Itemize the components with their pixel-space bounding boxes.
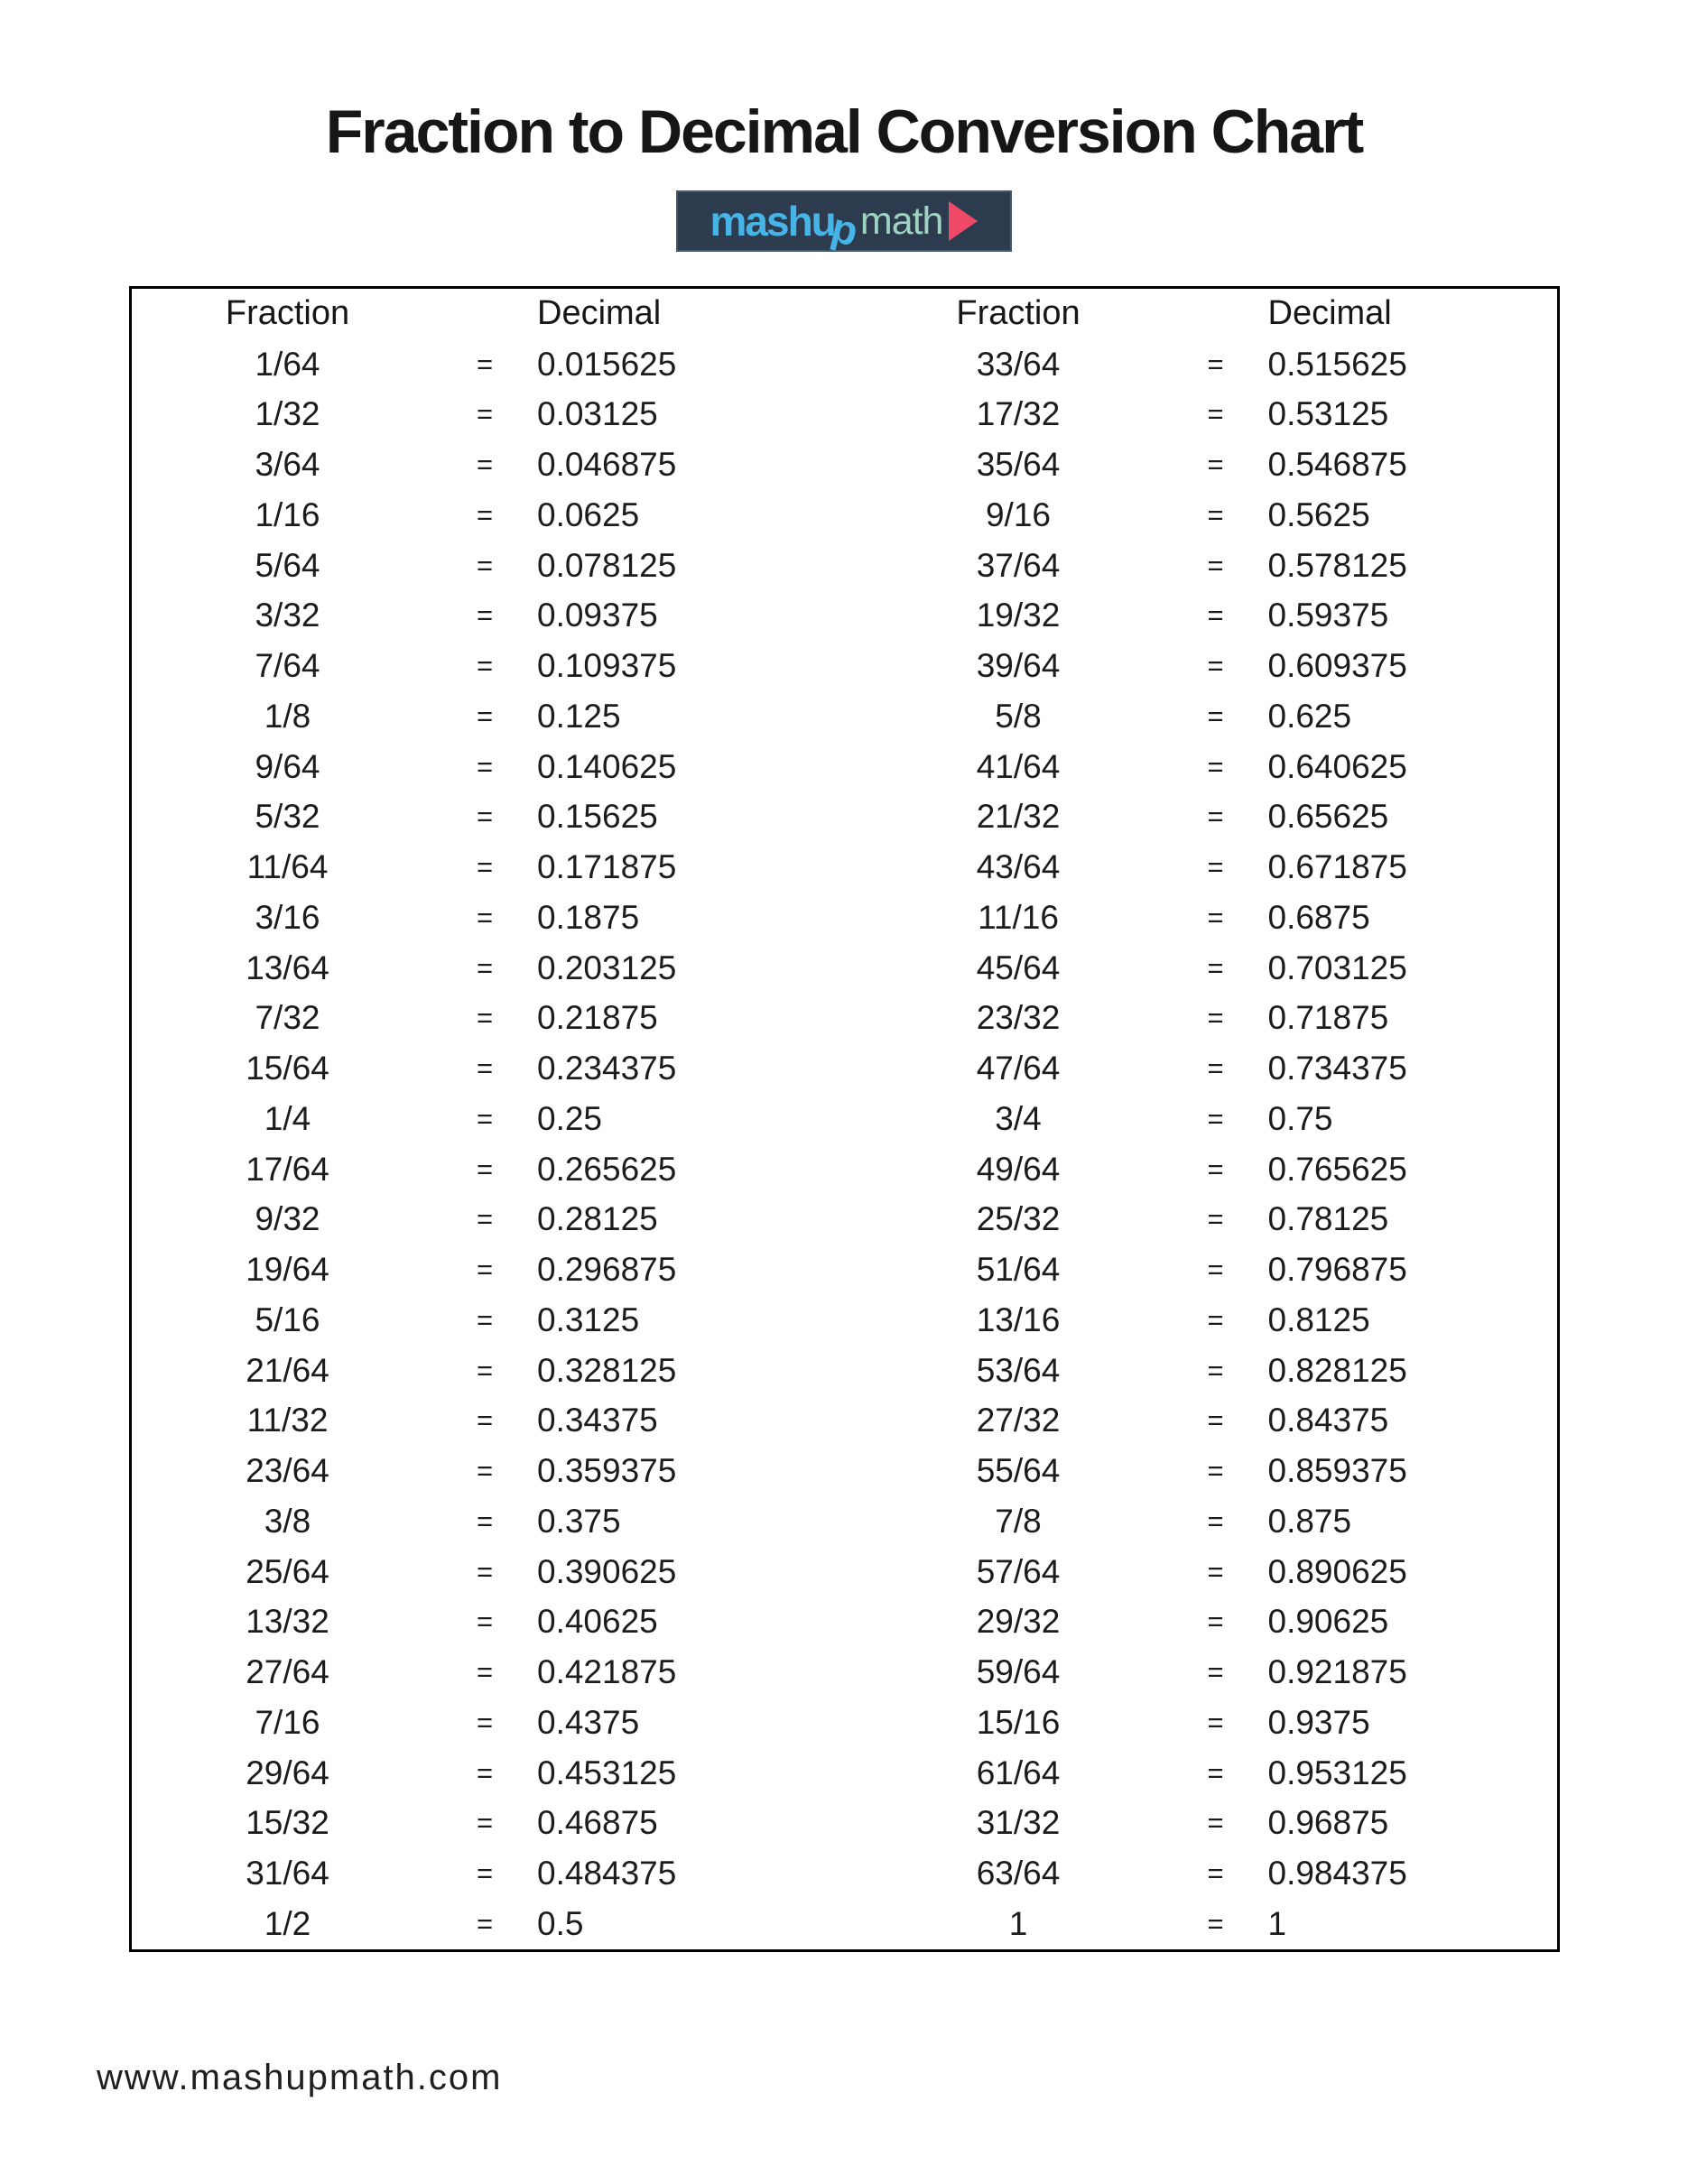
fraction-value: 1/2 <box>264 1904 311 1942</box>
fraction-value: 15/32 <box>246 1804 329 1842</box>
fraction-value: 9/16 <box>985 495 1051 533</box>
conversion-table <box>129 286 1560 1952</box>
table-row <box>863 1144 1558 1195</box>
table-row <box>863 1245 1558 1295</box>
equals-sign: = <box>476 1102 494 1134</box>
fraction-value: 19/32 <box>976 597 1061 634</box>
decimal-value: 0.0625 <box>537 495 640 533</box>
decimal-value: 0.125 <box>537 697 621 735</box>
fraction-value: 1/64 <box>255 345 320 383</box>
fraction-value: 1/8 <box>264 697 311 735</box>
fraction-value: 29/32 <box>976 1603 1061 1641</box>
decimal-value: 0.1875 <box>537 898 640 936</box>
equals-sign: = <box>476 650 494 682</box>
equals-sign: = <box>476 398 494 430</box>
decimal-value: 0.09375 <box>537 597 658 634</box>
table-row <box>863 1547 1558 1597</box>
table-row <box>132 1848 845 1899</box>
table-header-row <box>132 289 845 339</box>
equals-sign: = <box>1207 398 1224 430</box>
fraction-value: 9/64 <box>255 747 320 785</box>
table-row <box>132 994 845 1044</box>
fraction-value: 17/32 <box>976 395 1061 433</box>
equals-sign: = <box>1207 1152 1224 1185</box>
fraction-column-header: Fraction <box>225 294 350 333</box>
table-row <box>132 1245 845 1295</box>
equals-sign: = <box>476 901 494 933</box>
fraction-value: 51/64 <box>976 1251 1061 1289</box>
equals-sign: = <box>476 1756 494 1789</box>
equals-sign: = <box>1207 1203 1224 1235</box>
decimal-value: 0.421875 <box>537 1653 677 1691</box>
decimal-value: 0.359375 <box>537 1452 677 1490</box>
decimal-value: 0.6875 <box>1267 898 1370 936</box>
decimal-value: 1 <box>1267 1904 1287 1942</box>
equals-sign: = <box>476 1656 494 1689</box>
fraction-value: 19/64 <box>246 1251 329 1289</box>
equals-sign: = <box>476 1555 494 1587</box>
table-row <box>863 1899 1558 1949</box>
table-row <box>132 1698 845 1748</box>
table-row <box>863 1496 1558 1547</box>
fraction-value: 15/64 <box>246 1050 329 1087</box>
fraction-value: 11/16 <box>978 898 1059 936</box>
decimal-value: 0.328125 <box>537 1351 677 1389</box>
table-row <box>132 1899 845 1949</box>
equals-sign: = <box>1207 800 1224 833</box>
fraction-value: 7/8 <box>995 1502 1042 1540</box>
fraction-value: 31/64 <box>246 1855 329 1892</box>
equals-sign: = <box>1207 1303 1224 1336</box>
table-row <box>863 1799 1558 1849</box>
decimal-value: 0.40625 <box>537 1603 658 1641</box>
decimal-value: 0.5 <box>537 1904 584 1942</box>
table-row <box>863 893 1558 943</box>
equals-sign: = <box>1207 549 1224 581</box>
table-row <box>132 1094 845 1144</box>
decimal-value: 0.734375 <box>1267 1050 1407 1087</box>
table-row <box>132 943 845 994</box>
decimal-value: 0.28125 <box>537 1200 658 1238</box>
decimal-value: 0.5625 <box>1267 495 1370 533</box>
table-row <box>863 1698 1558 1748</box>
fraction-value: 7/64 <box>255 647 320 685</box>
fraction-value: 13/32 <box>246 1603 329 1641</box>
table-row <box>132 1043 845 1094</box>
fraction-value: 61/64 <box>976 1754 1061 1791</box>
decimal-value: 0.859375 <box>1267 1452 1407 1490</box>
decimal-value: 0.03125 <box>537 395 658 433</box>
fraction-value: 23/64 <box>246 1452 329 1490</box>
equals-sign: = <box>476 1052 494 1085</box>
fraction-value: 59/64 <box>976 1653 1061 1691</box>
table-row <box>863 1195 1558 1245</box>
fraction-value: 3/8 <box>264 1502 311 1540</box>
equals-sign: = <box>476 1907 494 1939</box>
fraction-value: 47/64 <box>976 1050 1061 1087</box>
table-row <box>132 490 845 541</box>
fraction-value: 3/64 <box>255 446 320 484</box>
fraction-value: 13/64 <box>246 949 329 986</box>
table-row <box>863 1295 1558 1346</box>
decimal-value: 0.140625 <box>537 747 677 785</box>
decimal-value: 0.484375 <box>537 1855 677 1892</box>
decimal-value: 0.375 <box>537 1502 621 1540</box>
decimal-value: 0.546875 <box>1267 446 1407 484</box>
decimal-value: 0.515625 <box>1267 345 1407 383</box>
decimal-value: 0.171875 <box>537 848 677 886</box>
equals-sign: = <box>1207 347 1224 380</box>
table-row <box>132 591 845 642</box>
table-row <box>863 1647 1558 1698</box>
equals-sign: = <box>476 1002 494 1034</box>
equals-sign: = <box>476 498 494 531</box>
decimal-value: 0.25 <box>537 1099 603 1137</box>
table-row <box>132 1346 845 1396</box>
equals-sign: = <box>476 1152 494 1185</box>
table-row <box>132 1446 845 1496</box>
fraction-value: 21/64 <box>246 1351 329 1389</box>
decimal-value: 0.296875 <box>537 1251 677 1289</box>
logo-text-math: math <box>859 199 943 243</box>
fraction-value: 25/32 <box>976 1200 1061 1238</box>
equals-sign: = <box>1207 750 1224 782</box>
decimal-value: 0.984375 <box>1267 1855 1407 1892</box>
fraction-value: 5/32 <box>255 798 320 836</box>
table-row <box>132 541 845 591</box>
table-row <box>132 440 845 490</box>
fraction-value: 29/64 <box>246 1754 329 1791</box>
fraction-value: 43/64 <box>976 848 1061 886</box>
table-row <box>132 1547 845 1597</box>
fraction-value: 45/64 <box>976 949 1061 986</box>
equals-sign: = <box>476 549 494 581</box>
decimal-value: 0.390625 <box>537 1552 677 1590</box>
decimal-value: 0.890625 <box>1267 1552 1407 1590</box>
table-row <box>863 742 1558 792</box>
decimal-value: 0.4375 <box>537 1703 640 1741</box>
decimal-value: 0.15625 <box>537 798 658 836</box>
fraction-value: 21/32 <box>976 798 1061 836</box>
decimal-value: 0.671875 <box>1267 848 1407 886</box>
fraction-value: 7/32 <box>255 999 320 1037</box>
decimal-value: 0.609375 <box>1267 647 1407 685</box>
equals-sign: = <box>1207 1404 1224 1437</box>
fraction-value: 11/32 <box>246 1402 329 1439</box>
fraction-value: 25/64 <box>246 1552 329 1590</box>
table-row <box>863 641 1558 691</box>
decimal-value: 0.84375 <box>1267 1402 1389 1439</box>
fraction-value: 3/16 <box>255 898 320 936</box>
table-row <box>132 1396 845 1447</box>
fraction-value: 57/64 <box>976 1552 1061 1590</box>
fraction-value: 49/64 <box>976 1150 1061 1188</box>
decimal-value: 0.75 <box>1267 1099 1333 1137</box>
fraction-value: 5/16 <box>255 1300 320 1338</box>
equals-sign: = <box>1207 1002 1224 1034</box>
fraction-value: 1/4 <box>264 1099 311 1137</box>
decimal-value: 0.90625 <box>1267 1603 1389 1641</box>
table-row <box>132 339 845 390</box>
equals-sign: = <box>476 1354 494 1386</box>
fraction-value: 37/64 <box>976 546 1061 584</box>
table-row <box>863 792 1558 843</box>
fraction-value: 7/16 <box>255 1703 320 1741</box>
fraction-value: 39/64 <box>976 647 1061 685</box>
decimal-value: 0.203125 <box>537 949 677 986</box>
table-row <box>863 1748 1558 1799</box>
fraction-value: 13/16 <box>976 1300 1061 1338</box>
equals-sign: = <box>1207 851 1224 884</box>
equals-sign: = <box>476 951 494 984</box>
table-row <box>132 641 845 691</box>
table-row <box>132 742 845 792</box>
decimal-value: 0.078125 <box>537 546 677 584</box>
equals-sign: = <box>1207 1555 1224 1587</box>
equals-sign: = <box>476 1857 494 1890</box>
equals-sign: = <box>476 1504 494 1537</box>
equals-sign: = <box>476 1203 494 1235</box>
fraction-value: 1 <box>1008 1904 1028 1942</box>
decimal-value: 0.703125 <box>1267 949 1407 986</box>
table-row <box>863 1597 1558 1648</box>
equals-sign: = <box>1207 901 1224 933</box>
equals-sign: = <box>476 449 494 481</box>
equals-sign: = <box>476 750 494 782</box>
equals-sign: = <box>476 851 494 884</box>
fraction-value: 41/64 <box>976 747 1061 785</box>
table-row <box>132 1597 845 1648</box>
decimal-value: 0.265625 <box>537 1150 677 1188</box>
table-row <box>132 1295 845 1346</box>
fraction-value: 55/64 <box>976 1452 1061 1490</box>
decimal-value: 0.015625 <box>537 345 677 383</box>
logo-text-p: p <box>826 203 863 255</box>
table-header-row <box>863 289 1558 339</box>
fraction-value: 63/64 <box>976 1855 1061 1892</box>
table-row <box>132 792 845 843</box>
footer-url[interactable]: www.mashupmath.com <box>97 2058 503 2097</box>
equals-sign: = <box>476 1706 494 1738</box>
fraction-value: 31/32 <box>976 1804 1061 1842</box>
equals-sign: = <box>1207 1052 1224 1085</box>
equals-sign: = <box>476 1404 494 1437</box>
decimal-value: 0.59375 <box>1267 597 1389 634</box>
fraction-value: 53/64 <box>976 1351 1061 1389</box>
decimal-value: 0.765625 <box>1267 1150 1407 1188</box>
equals-sign: = <box>1207 1907 1224 1939</box>
equals-sign: = <box>476 599 494 632</box>
fraction-value: 5/8 <box>995 697 1042 735</box>
equals-sign: = <box>476 1455 494 1487</box>
equals-sign: = <box>476 800 494 833</box>
equals-sign: = <box>1207 1504 1224 1537</box>
table-row <box>132 1496 845 1547</box>
table-row <box>132 1195 845 1245</box>
table-row <box>863 842 1558 893</box>
table-row <box>863 1043 1558 1094</box>
decimal-value: 0.9375 <box>1267 1703 1370 1741</box>
table-row <box>132 390 845 440</box>
decimal-value: 0.796875 <box>1267 1251 1407 1289</box>
decimal-value: 0.71875 <box>1267 999 1389 1037</box>
table-row <box>863 1094 1558 1144</box>
logo-text-mashu: mashu <box>710 198 835 245</box>
equals-sign: = <box>476 1606 494 1638</box>
equals-sign: = <box>1207 449 1224 481</box>
decimal-value: 0.640625 <box>1267 747 1407 785</box>
decimal-value: 0.234375 <box>537 1050 677 1087</box>
table-row <box>863 1396 1558 1447</box>
decimal-value: 0.96875 <box>1267 1804 1389 1842</box>
equals-sign: = <box>1207 951 1224 984</box>
equals-sign: = <box>1207 1354 1224 1386</box>
equals-sign: = <box>1207 699 1224 732</box>
table-row <box>132 1144 845 1195</box>
fraction-value: 3/32 <box>255 597 320 634</box>
table-row <box>132 1748 845 1799</box>
fraction-value: 17/64 <box>246 1150 329 1188</box>
table-row <box>863 943 1558 994</box>
equals-sign: = <box>476 1254 494 1286</box>
decimal-value: 0.3125 <box>537 1300 640 1338</box>
table-row <box>863 1346 1558 1396</box>
equals-sign: = <box>1207 1606 1224 1638</box>
table-row <box>132 1799 845 1849</box>
page-title: Fraction to Decimal Conversion Chart <box>325 97 1363 166</box>
equals-sign: = <box>1207 1102 1224 1134</box>
table-row <box>863 541 1558 591</box>
decimal-value: 0.625 <box>1267 697 1352 735</box>
decimal-value: 0.578125 <box>1267 546 1407 584</box>
equals-sign: = <box>476 347 494 380</box>
fraction-value: 35/64 <box>976 446 1061 484</box>
table-row <box>863 390 1558 440</box>
decimal-value: 0.53125 <box>1267 395 1389 433</box>
fraction-value: 15/16 <box>976 1703 1061 1741</box>
fraction-value: 27/64 <box>246 1653 329 1691</box>
decimal-value: 0.109375 <box>537 647 677 685</box>
decimal-value: 0.875 <box>1267 1502 1352 1540</box>
fraction-value: 33/64 <box>976 345 1061 383</box>
equals-sign: = <box>1207 650 1224 682</box>
equals-sign: = <box>1207 1656 1224 1689</box>
table-row <box>863 994 1558 1044</box>
table-row <box>132 842 845 893</box>
fraction-value: 11/64 <box>246 848 329 886</box>
decimal-value: 0.453125 <box>537 1754 677 1791</box>
fraction-column-header: Fraction <box>956 294 1081 333</box>
table-row <box>863 440 1558 490</box>
table-row <box>132 1647 845 1698</box>
equals-sign: = <box>1207 1807 1224 1839</box>
decimal-value: 0.65625 <box>1267 798 1389 836</box>
fraction-value: 27/32 <box>976 1402 1061 1439</box>
decimal-value: 0.78125 <box>1267 1200 1389 1238</box>
decimal-value: 0.8125 <box>1267 1300 1370 1338</box>
table-row <box>863 1446 1558 1496</box>
fraction-value: 1/16 <box>255 495 320 533</box>
equals-sign: = <box>1207 599 1224 632</box>
table-row <box>863 591 1558 642</box>
decimal-value: 0.34375 <box>537 1402 658 1439</box>
equals-sign: = <box>1207 498 1224 531</box>
table-row <box>132 691 845 742</box>
table-row <box>863 490 1558 541</box>
fraction-value: 23/32 <box>976 999 1061 1037</box>
equals-sign: = <box>1207 1455 1224 1487</box>
equals-sign: = <box>1207 1706 1224 1738</box>
equals-sign: = <box>1207 1857 1224 1890</box>
fraction-value: 5/64 <box>255 546 320 584</box>
decimal-value: 0.828125 <box>1267 1351 1407 1389</box>
decimal-value: 0.46875 <box>537 1804 658 1842</box>
table-right-half <box>845 289 1558 1949</box>
table-row <box>863 1848 1558 1899</box>
fraction-value: 3/4 <box>995 1099 1042 1137</box>
decimal-value: 0.953125 <box>1267 1754 1407 1791</box>
equals-sign: = <box>476 1303 494 1336</box>
equals-sign: = <box>476 699 494 732</box>
mashupmath-logo <box>676 190 1012 255</box>
decimal-value: 0.921875 <box>1267 1653 1407 1691</box>
table-row <box>863 339 1558 390</box>
play-icon <box>949 201 978 241</box>
decimal-value: 0.046875 <box>537 446 677 484</box>
table-row <box>863 691 1558 742</box>
decimal-value: 0.21875 <box>537 999 658 1037</box>
fraction-value: 9/32 <box>255 1200 320 1238</box>
table-row <box>132 893 845 943</box>
equals-sign: = <box>1207 1756 1224 1789</box>
fraction-value: 1/32 <box>255 395 320 433</box>
equals-sign: = <box>476 1807 494 1839</box>
decimal-column-header: Decimal <box>537 294 662 333</box>
equals-sign: = <box>1207 1254 1224 1286</box>
table-left-half <box>132 289 845 1949</box>
decimal-column-header: Decimal <box>1267 294 1392 333</box>
